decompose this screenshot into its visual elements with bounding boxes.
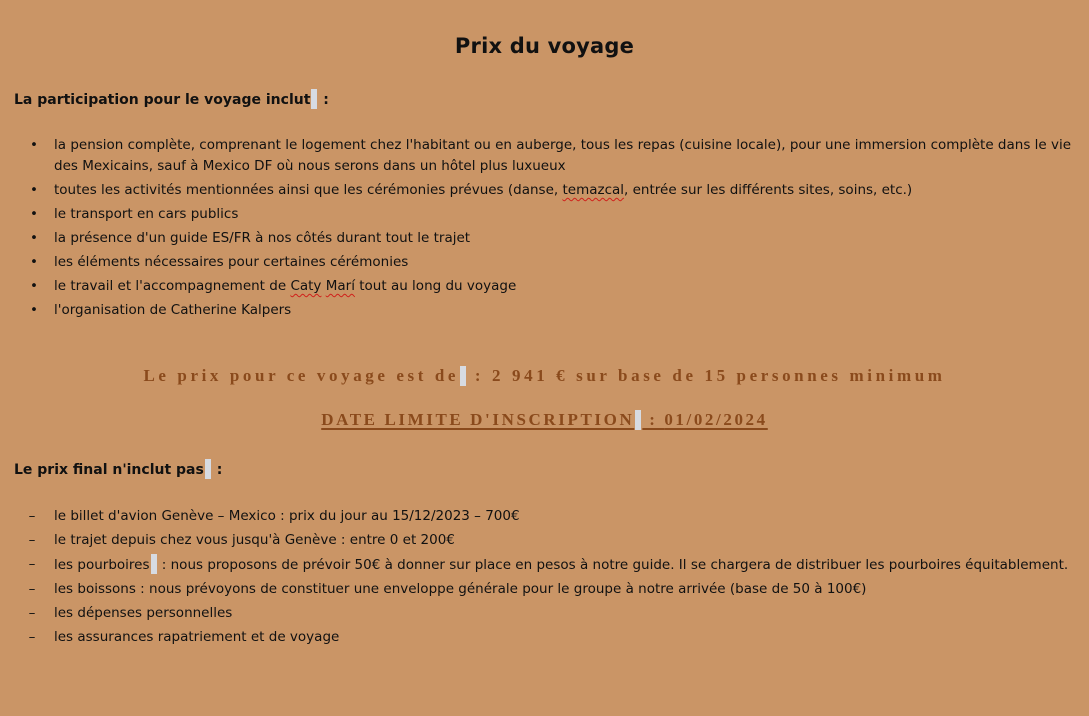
price-text: Le prix pour ce voyage est de xyxy=(143,366,460,385)
bullet-icon: • xyxy=(30,302,38,318)
list-item-text: les dépenses personnelles xyxy=(54,605,233,621)
list-item xyxy=(0,202,1080,226)
list-item xyxy=(0,625,1080,649)
dash-icon: – xyxy=(28,581,36,597)
list-item xyxy=(0,601,1080,625)
included-heading-text: La participation pour le voyage inclut xyxy=(14,92,311,108)
list-item-text: la présence d'un guide ES/FR à nos côtés durant tout le trajet xyxy=(54,230,471,246)
price-line xyxy=(0,366,1089,386)
bullet-icon: • xyxy=(30,278,38,294)
list-item-text: l'organisation de Catherine Kalpers xyxy=(54,302,292,318)
dash-icon: – xyxy=(28,532,36,548)
list-item xyxy=(0,250,1080,274)
selection-marker xyxy=(460,366,466,386)
bullet-icon: • xyxy=(30,137,38,153)
dash-icon: – xyxy=(28,556,36,572)
included-list xyxy=(0,133,1080,322)
excluded-heading xyxy=(14,459,222,479)
list-item-text: les boissons : nous prévoyons de constituer une enveloppe générale pour le groupe à notre arrivée (base de 50 à 100€) xyxy=(54,581,867,597)
list-item-text: le transport en cars publics xyxy=(54,206,239,222)
spellcheck-flagged-word[interactable]: Caty xyxy=(290,278,322,294)
excluded-heading-suffix: : xyxy=(211,462,223,478)
excluded-heading-text: Le prix final n'inclut pas xyxy=(14,462,204,478)
list-item xyxy=(0,226,1080,250)
spellcheck-flagged-word[interactable]: temazcal xyxy=(562,182,625,198)
page-title: Prix du voyage xyxy=(454,34,635,58)
bullet-icon: • xyxy=(30,182,38,198)
deadline-label: DATE LIMITE D'INSCRIPTION xyxy=(321,410,635,429)
list-item-text-after: , entrée sur les différents sites, soins, etc.) xyxy=(624,182,913,198)
list-item-text-before: les pourboires xyxy=(54,557,150,573)
list-item-text: le trajet depuis chez vous jusqu'à Genève : entre 0 et 200€ xyxy=(54,532,455,548)
list-item xyxy=(0,504,1080,528)
price-value: 2 941 € sur base de 15 personnes minimum xyxy=(492,366,946,385)
list-item-text-after: tout au long du voyage xyxy=(354,278,517,294)
list-item-text: les éléments nécessaires pour certaines cérémonies xyxy=(54,254,409,270)
bullet-icon: • xyxy=(30,206,38,222)
dash-icon: – xyxy=(28,629,36,645)
list-item xyxy=(0,298,1080,322)
list-item xyxy=(0,178,1080,202)
dash-icon: – xyxy=(28,508,36,524)
list-item xyxy=(0,133,1080,178)
included-heading xyxy=(14,89,329,109)
list-item xyxy=(0,274,1080,298)
included-heading-suffix: : xyxy=(318,92,329,108)
list-item-text-before: toutes les activités mentionnées ainsi que les cérémonies prévues (danse, xyxy=(54,182,563,198)
selection-marker xyxy=(151,554,157,574)
selection-marker xyxy=(205,459,211,479)
list-item-text: le billet d'avion Genève – Mexico : prix du jour au 15/12/2023 – 700€ xyxy=(54,508,520,524)
deadline-line xyxy=(0,410,1089,430)
excluded-list xyxy=(0,504,1080,649)
spellcheck-flagged-word[interactable]: Marí xyxy=(325,278,355,294)
list-item xyxy=(0,577,1080,601)
list-item xyxy=(0,528,1080,552)
list-item xyxy=(0,552,1080,577)
list-item-text-before: le travail et l'accompagnement de xyxy=(54,278,291,294)
bullet-icon: • xyxy=(30,230,38,246)
deadline-date: 01/02/2024 xyxy=(664,410,768,429)
list-item-text: la pension complète, comprenant le logement chez l'habitant ou en auberge, tous les repas (cuisine locale), pour une immersion complète dans le vie des Mexicains, sauf à Mexico DF où nous serons dans un hôtel plus luxueux xyxy=(54,137,1072,174)
selection-marker xyxy=(311,89,317,109)
bullet-icon: • xyxy=(30,254,38,270)
selection-marker xyxy=(635,410,641,430)
deadline-separator: : xyxy=(642,410,665,429)
dash-icon: – xyxy=(28,605,36,621)
list-item-text-after: : nous proposons de prévoir 50€ à donner sur place en pesos à notre guide. Il se chargera de distribuer les pourboires équitablement. xyxy=(157,557,1069,573)
price-separator: : xyxy=(467,366,493,385)
list-item-text: les assurances rapatriement et de voyage xyxy=(54,629,340,645)
